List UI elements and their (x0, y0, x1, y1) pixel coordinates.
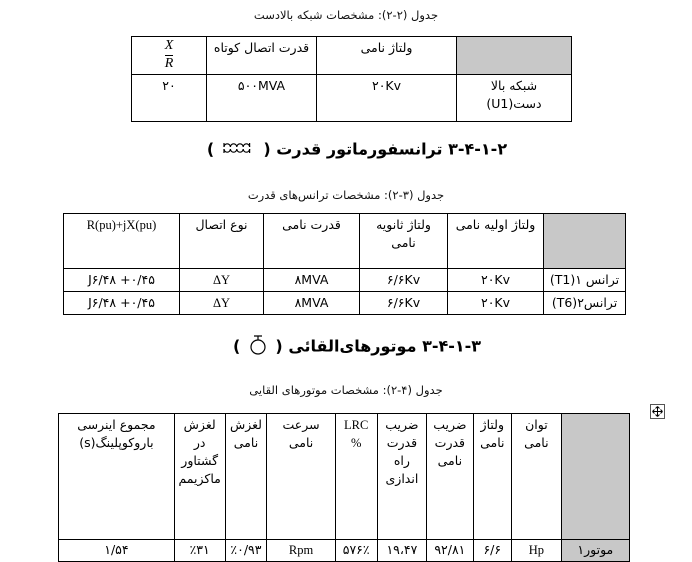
cell-secondary-voltage: ۶/۶Kv (360, 269, 448, 292)
header-cell-blank (457, 37, 572, 75)
header-cell-rated-slip: لغزش نامی (225, 414, 267, 540)
header-cell-rated-voltage: ولتاژ نامی (473, 414, 512, 540)
table-move-handle[interactable] (650, 404, 665, 419)
cell-rated-speed: Rpm (267, 540, 335, 562)
header-cell-lrc: LRC % (335, 414, 377, 540)
heading-induction-motors (0, 334, 692, 360)
heading-number: ۳-۴-۱-۲ (448, 139, 508, 159)
cell-primary-voltage: ۲۰Kv (448, 269, 544, 292)
header-cell-rated-voltage: ولتاژ نامی (317, 37, 457, 75)
heading-paren-open: ( (263, 139, 271, 159)
heading-power-transformer (0, 138, 692, 162)
cell-rated-voltage: ۲۰Kv (317, 74, 457, 121)
table-power-transformers (63, 213, 626, 315)
table-caption-motors: جدول (۴-۲): مشخصات موتورهای القایی (249, 383, 443, 397)
cell-rated-power: ۸MVA (264, 292, 360, 315)
cell-rated-power: Hp (512, 540, 562, 562)
table-header-row (132, 37, 572, 75)
cell-rated-power: ۸MVA (264, 269, 360, 292)
table-induction-motors (58, 413, 630, 562)
induction-motor-symbol (248, 334, 268, 360)
header-cell-rated-speed: سرعت نامی (267, 414, 335, 540)
table-caption-transformers: جدول (۳-۲): مشخصات ترانس‌های قدرت (247, 188, 445, 202)
header-cell-rated-power: قدرت نامی (264, 214, 360, 269)
cell-primary-voltage: ۲۰Kv (448, 292, 544, 315)
network-label-line1: شبکه بالا (490, 77, 538, 93)
header-cell-blank (561, 414, 629, 540)
cell-short-circuit-power: ۵۰۰MVA (207, 74, 317, 121)
cell-rated-power-factor: ۹۲/۸۱ (427, 540, 473, 562)
table-caption-upstream: جدول (۲-۲): مشخصات شبکه بالادست (253, 8, 439, 22)
cell-lrc: ۵۷۶٪ (335, 540, 377, 562)
cell-starting-power-factor: ۱۹،۴۷ (377, 540, 427, 562)
table-row (59, 540, 630, 562)
table-header-row (64, 214, 626, 269)
cell-transformer-label: ترانس۲(T6) (544, 292, 626, 315)
fraction-denominator: R (164, 55, 174, 71)
heading-title: ترانسفورماتور قدرت (276, 139, 443, 159)
table-header-row (59, 414, 630, 540)
heading-title: موتورهای‌القائی (288, 336, 417, 356)
header-cell-x-over-r (132, 37, 207, 75)
cell-connection-type: ΔY (180, 269, 264, 292)
table-upstream-network (131, 36, 572, 122)
cell-total-inertia: ۱/۵۴ (59, 540, 175, 562)
header-cell-rated-power: توان نامی (512, 414, 562, 540)
header-cell-impedance: R(pu)+jX(pu) (64, 214, 180, 269)
move-cross-icon (651, 405, 664, 418)
header-cell-primary-voltage: ولتاژ اولیه نامی (448, 214, 544, 269)
header-cell-slip-max-torque: لغزش در گشتاور ماکزیمم (174, 414, 225, 540)
cell-rated-slip: ٪۰/۹۳ (225, 540, 267, 562)
transformer-coil-symbol (222, 138, 256, 162)
header-cell-rated-power-factor: ضریب قدرت نامی (427, 414, 473, 540)
cell-slip-max-torque: ٪۳۱ (174, 540, 225, 562)
heading-paren-close: ) (232, 336, 241, 356)
cell-secondary-voltage: ۶/۶Kv (360, 292, 448, 315)
heading-paren-close: ) (206, 139, 215, 159)
network-label-line2: دست(U1) (486, 95, 542, 111)
cell-connection-type: ΔY (180, 292, 264, 315)
cell-transformer-label: ترانس ۱(T1) (544, 269, 626, 292)
table-row (64, 292, 626, 315)
header-cell-connection-type: نوع اتصال (180, 214, 264, 269)
cell-impedance: ۰/۴۵+ J۶/۴۸ (64, 269, 180, 292)
cell-motor-label: موتور۱ (561, 540, 629, 562)
fraction-numerator: X (164, 38, 174, 53)
cell-rated-voltage: ۶/۶ (473, 540, 512, 562)
cell-x-over-r: ۲۰ (132, 74, 207, 121)
header-cell-blank (544, 214, 626, 269)
heading-number: ۳-۴-۱-۳ (422, 336, 482, 356)
header-cell-secondary-voltage: ولتاژ ثانویه نامی (360, 214, 448, 269)
heading-paren-open: ( (275, 336, 283, 356)
header-cell-starting-power-factor: ضریب قدرت راه اندازی (377, 414, 427, 540)
header-cell-total-inertia: مجموع اینرسی بارو‌کوپلینگ(s) (59, 414, 175, 540)
cell-network-label (457, 74, 572, 121)
table-row (132, 74, 572, 121)
x-over-r-fraction (165, 39, 174, 71)
table-row (64, 269, 626, 292)
cell-impedance: ۰/۴۵+ J۶/۴۸ (64, 292, 180, 315)
header-cell-short-circuit-power: قدرت اتصال کوتاه (207, 37, 317, 75)
